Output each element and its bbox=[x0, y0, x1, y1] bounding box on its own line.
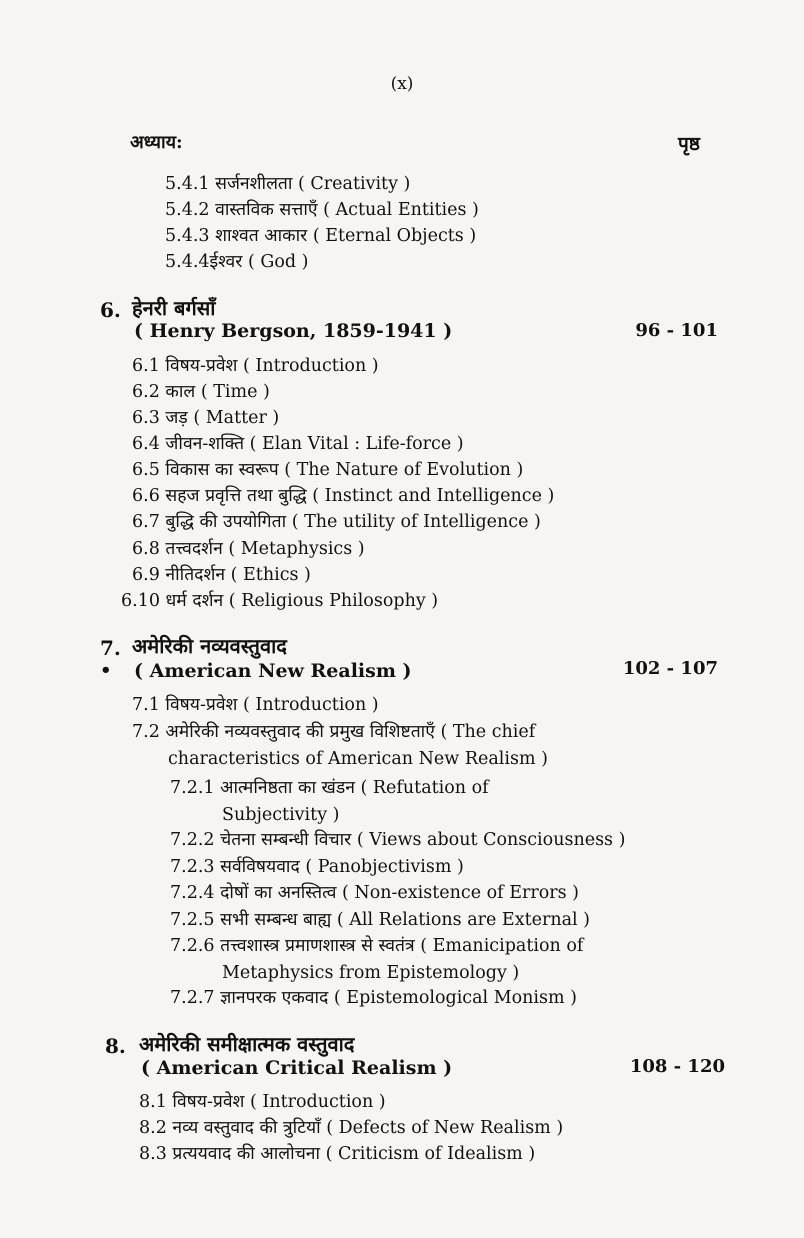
chapter-title-english: ( American Critical Realism ) bbox=[141, 1057, 453, 1079]
toc-entry: 7.2.7 ज्ञानपरक एकवाद ( Epistemological Monism ) bbox=[170, 988, 577, 1008]
toc-entry: 7.2.5 सभी सम्बन्ध बाह्य ( All Relations are External ) bbox=[170, 910, 591, 930]
toc-entry: 8.3 प्रत्ययवाद की आलोचना ( Criticism of Idealism ) bbox=[139, 1144, 536, 1164]
chapter-number: 8. bbox=[105, 1034, 126, 1058]
toc-entry: 6.2 काल ( Time ) bbox=[132, 382, 270, 402]
chapter-page-range: 96 - 101 bbox=[635, 320, 718, 341]
chapter-page-range: 108 - 120 bbox=[629, 1056, 725, 1077]
chapter-title-english: ( American New Realism ) bbox=[134, 660, 412, 682]
toc-entry: 6.4 जीवन-शक्ति ( Elan Vital : Life-force ) bbox=[132, 434, 464, 454]
toc-entry: 6.8 तत्त्वदर्शन ( Metaphysics ) bbox=[132, 539, 365, 559]
toc-entry: 7.2.4 दोषों का अनस्तित्व ( Non-existence of Errors ) bbox=[170, 883, 579, 903]
toc-entry: 8.1 विषय-प्रवेश ( Introduction ) bbox=[139, 1092, 386, 1112]
toc-entry: 6.9 नीतिदर्शन ( Ethics ) bbox=[132, 565, 311, 585]
bullet-mark: • bbox=[100, 660, 112, 681]
toc-entry: 7.2.1 आत्मनिष्ठता का खंडन ( Refutation of bbox=[170, 778, 489, 798]
chapter-number: 6. bbox=[100, 298, 121, 322]
chapter-column-header: अध्याय: bbox=[130, 132, 183, 153]
toc-entry: 7.2.3 सर्वविषयवाद ( Panobjectivism ) bbox=[170, 857, 464, 877]
toc-entry: 6.5 विकास का स्वरूप ( The Nature of Evolution ) bbox=[132, 460, 524, 480]
toc-entry: 6.6 सहज प्रवृत्ति तथा बुद्धि ( Instinct and Intelligence ) bbox=[132, 486, 555, 506]
toc-entry: 6.3 जड़ ( Matter ) bbox=[132, 408, 280, 428]
toc-entry: 8.2 नव्य वस्तुवाद की त्रुटियाँ ( Defects of New Realism ) bbox=[139, 1118, 564, 1138]
chapter-number: 7. bbox=[100, 636, 121, 660]
chapter-page-range: 102 - 107 bbox=[622, 658, 718, 679]
toc-entry: 6.10 धर्म दर्शन ( Religious Philosophy ) bbox=[121, 591, 439, 611]
toc-entry: 5.4.2 वास्तविक सत्ताएँ ( Actual Entities ) bbox=[165, 200, 479, 220]
chapter-title-hindi: हेनरी बर्गसाँ bbox=[132, 296, 216, 320]
toc-entry: 6.1 विषय-प्रवेश ( Introduction ) bbox=[132, 356, 379, 376]
chapter-title-hindi: अमेरिकी समीक्षात्मक वस्तुवाद bbox=[139, 1032, 355, 1056]
toc-entry: 7.1 विषय-प्रवेश ( Introduction ) bbox=[132, 695, 379, 715]
page-number: (x) bbox=[390, 74, 414, 94]
toc-entry: 5.4.4ईश्वर ( God ) bbox=[165, 252, 309, 272]
toc-entry: 5.4.3 शाश्वत आकार ( Eternal Objects ) bbox=[165, 226, 477, 246]
toc-entry-continuation: characteristics of American New Realism ) bbox=[168, 749, 548, 769]
toc-entry: 7.2.2 चेतना सम्बन्धी विचार ( Views about Consciousness ) bbox=[170, 830, 626, 850]
toc-entry: 7.2 अमेरिकी नव्यवस्तुवाद की प्रमुख विशिष्टताएँ ( The chief bbox=[132, 722, 536, 742]
toc-entry-continuation: Metaphysics from Epistemology ) bbox=[222, 963, 520, 983]
toc-entry: 6.7 बुद्धि की उपयोगिता ( The utility of Intelligence ) bbox=[132, 512, 541, 532]
toc-entry-continuation: Subjectivity ) bbox=[222, 805, 340, 825]
toc-entry: 7.2.6 तत्त्वशास्त्र प्रमाणशास्त्र से स्वतंत्र ( Emanicipation of bbox=[170, 936, 584, 956]
chapter-title-english: ( Henry Bergson, 1859-1941 ) bbox=[134, 320, 453, 342]
chapter-title-hindi: अमेरिकी नव्यवस्तुवाद bbox=[132, 634, 287, 658]
toc-entry: 5.4.1 सर्जनशीलता ( Creativity ) bbox=[165, 174, 411, 194]
page-column-header: पृष्ठ bbox=[678, 133, 700, 155]
